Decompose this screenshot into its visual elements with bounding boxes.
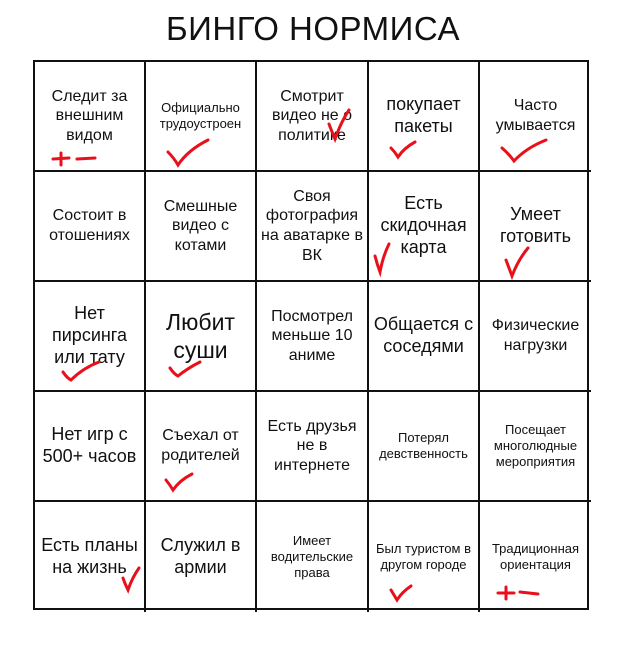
- cell-text: Нет пирсинга или тату: [52, 303, 127, 367]
- bingo-cell[interactable]: [480, 62, 591, 172]
- check-mark-icon: [164, 472, 194, 492]
- cell-text: Умеет готовить: [499, 204, 572, 246]
- cell-text: Состоит в отошениях: [49, 207, 130, 244]
- bingo-cell[interactable]: [146, 62, 257, 172]
- bingo-cell[interactable]: [480, 392, 591, 502]
- check-mark-icon: [500, 138, 548, 164]
- bingo-cell[interactable]: [35, 502, 146, 612]
- cell-text: Имеет водительские права: [270, 533, 354, 580]
- cell-text: Съехал от родителей: [161, 427, 240, 464]
- cell-text: Смотрит видео не о политике: [271, 87, 353, 144]
- bingo-cell[interactable]: [257, 502, 369, 612]
- cell-text: покупает пакеты: [386, 94, 461, 136]
- cell-text: Служил в армии: [160, 535, 241, 577]
- bingo-cell[interactable]: [369, 392, 480, 502]
- check-mark-icon: [389, 584, 413, 602]
- cell-text: Физические нагрузки: [491, 317, 580, 354]
- bingo-grid: [33, 60, 589, 610]
- plus-minus-mark-icon: [51, 152, 97, 166]
- cell-text: Есть друзья не в интернете: [267, 417, 357, 474]
- cell-text: Посмотрел меньше 10 аниме: [271, 307, 353, 364]
- bingo-cell[interactable]: [369, 62, 480, 172]
- cell-text: Был туристом в другом городе: [375, 541, 471, 572]
- check-mark-icon: [166, 138, 210, 168]
- cell-text: Часто умывается: [495, 97, 576, 134]
- bingo-cell[interactable]: [146, 282, 257, 392]
- check-mark-icon: [504, 246, 530, 278]
- cell-text: Есть скидочная карта: [380, 193, 467, 257]
- cell-text: Нет игр с 500+ часов: [42, 424, 137, 466]
- bingo-cell[interactable]: [480, 282, 591, 392]
- cell-text: Традиционная ориентация: [491, 541, 580, 572]
- plus-minus-mark-icon: [496, 586, 540, 600]
- bingo-cell[interactable]: [146, 502, 257, 612]
- cell-text: Общается с соседями: [373, 314, 474, 356]
- bingo-cell[interactable]: [257, 172, 369, 282]
- check-mark-icon: [389, 140, 417, 160]
- cell-text: Официально трудоустроен: [159, 100, 242, 131]
- bingo-cell[interactable]: [369, 282, 480, 392]
- bingo-cell[interactable]: [480, 502, 591, 612]
- bingo-cell[interactable]: [35, 392, 146, 502]
- cell-text: Посещает многолюдные мероприятия: [493, 422, 578, 469]
- bingo-cell[interactable]: [480, 172, 591, 282]
- bingo-cell[interactable]: [35, 172, 146, 282]
- cell-text: Есть планы на жизнь: [41, 535, 138, 577]
- bingo-cell[interactable]: [257, 392, 369, 502]
- bingo-cell[interactable]: [35, 282, 146, 392]
- cell-text: Любит суши: [166, 308, 235, 363]
- cell-text: Смешные видео с котами: [163, 197, 238, 254]
- bingo-cell[interactable]: [146, 172, 257, 282]
- bingo-cell[interactable]: [257, 282, 369, 392]
- bingo-title: БИНГО НОРМИСА: [165, 10, 461, 47]
- bingo-cell[interactable]: [369, 502, 480, 612]
- bingo-cell[interactable]: [146, 392, 257, 502]
- bingo-cell[interactable]: [257, 62, 369, 172]
- cell-text: Следит за внешним видом: [51, 87, 128, 144]
- bingo-cell[interactable]: [35, 62, 146, 172]
- bingo-cell[interactable]: [369, 172, 480, 282]
- cell-text: Своя фотография на аватарке в ВК: [261, 187, 363, 264]
- cell-text: Потерял девственность: [379, 430, 468, 461]
